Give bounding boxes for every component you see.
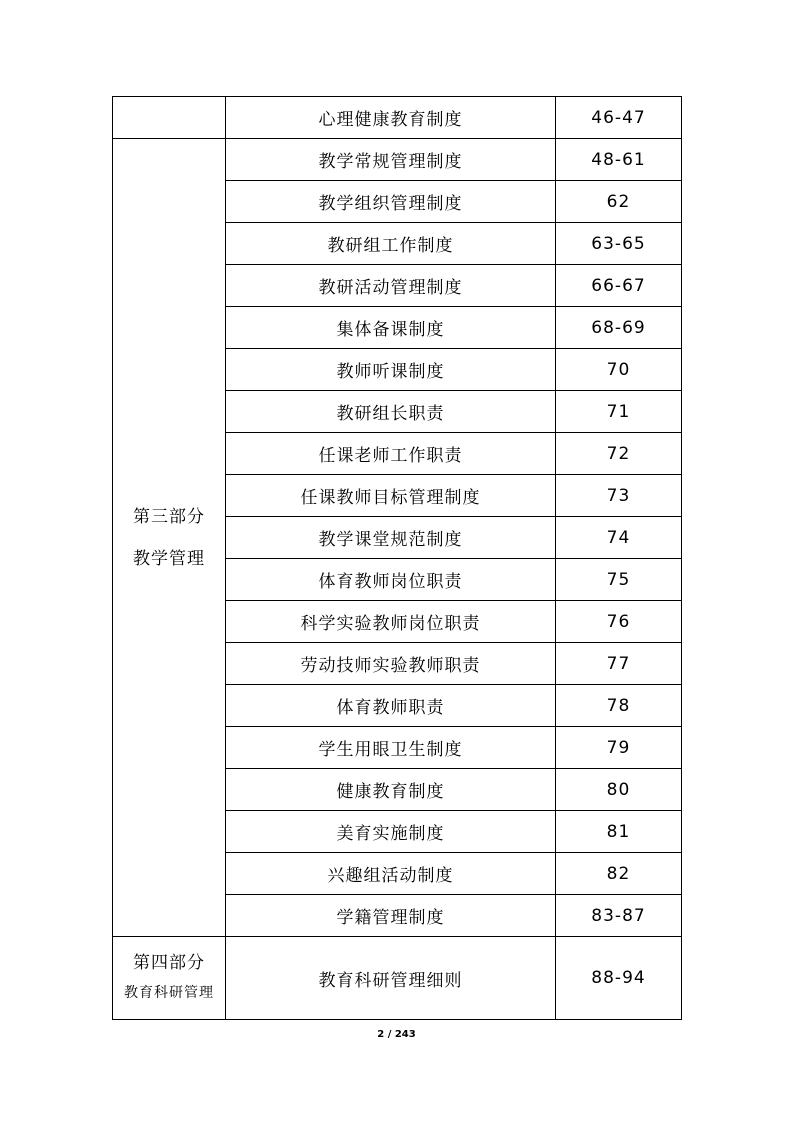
item-title: 学生用眼卫生制度: [226, 727, 556, 769]
item-pages: 79: [556, 727, 682, 769]
item-title: 任课教师目标管理制度: [226, 475, 556, 517]
item-title: 教研活动管理制度: [226, 265, 556, 307]
item-pages: 75: [556, 559, 682, 601]
item-title: 任课老师工作职责: [226, 433, 556, 475]
item-pages: 70: [556, 349, 682, 391]
item-title: 科学实验教师岗位职责: [226, 601, 556, 643]
item-title: 集体备课制度: [226, 307, 556, 349]
item-title: 教育科研管理细则: [226, 937, 556, 1020]
item-title: 兴趣组活动制度: [226, 853, 556, 895]
item-pages: 46-47: [556, 97, 682, 139]
section-label-line1: 第三部分: [133, 506, 205, 527]
item-title: 教研组长职责: [226, 391, 556, 433]
section-label: [113, 937, 226, 1020]
item-title: 教研组工作制度: [226, 223, 556, 265]
item-pages: 68-69: [556, 307, 682, 349]
item-pages: 71: [556, 391, 682, 433]
toc-row: [113, 97, 682, 139]
item-pages: 73: [556, 475, 682, 517]
section-label: [113, 139, 226, 937]
item-pages: 82: [556, 853, 682, 895]
item-pages: 76: [556, 601, 682, 643]
item-title: 学籍管理制度: [226, 895, 556, 937]
section-label-line2: 教育科研管理: [124, 985, 214, 1001]
item-pages: 66-67: [556, 265, 682, 307]
item-pages: 62: [556, 181, 682, 223]
item-title: 美育实施制度: [226, 811, 556, 853]
item-title: 体育教师岗位职责: [226, 559, 556, 601]
item-pages: 72: [556, 433, 682, 475]
item-pages: 48-61: [556, 139, 682, 181]
item-title: 劳动技师实验教师职责: [226, 643, 556, 685]
item-pages: 74: [556, 517, 682, 559]
section-label-line1: 第四部分: [133, 953, 205, 973]
item-pages: 63-65: [556, 223, 682, 265]
item-title: 教学组织管理制度: [226, 181, 556, 223]
toc-row: [113, 139, 682, 181]
item-title: 体育教师职责: [226, 685, 556, 727]
item-title: 健康教育制度: [226, 769, 556, 811]
section-label-line2: 教学管理: [133, 548, 205, 569]
item-title: 心理健康教育制度: [226, 97, 556, 139]
item-title: 教学课堂规范制度: [226, 517, 556, 559]
item-title: 教师听课制度: [226, 349, 556, 391]
toc-table: [112, 96, 682, 1020]
item-title: 教学常规管理制度: [226, 139, 556, 181]
item-pages: 77: [556, 643, 682, 685]
item-pages: 81: [556, 811, 682, 853]
item-pages: 78: [556, 685, 682, 727]
page-footer: 2 / 243: [377, 1029, 416, 1040]
item-pages: 83-87: [556, 895, 682, 937]
item-pages: 80: [556, 769, 682, 811]
toc-row: [113, 937, 682, 1020]
section-cell-empty: [113, 97, 226, 139]
item-pages: 88-94: [556, 937, 682, 1020]
